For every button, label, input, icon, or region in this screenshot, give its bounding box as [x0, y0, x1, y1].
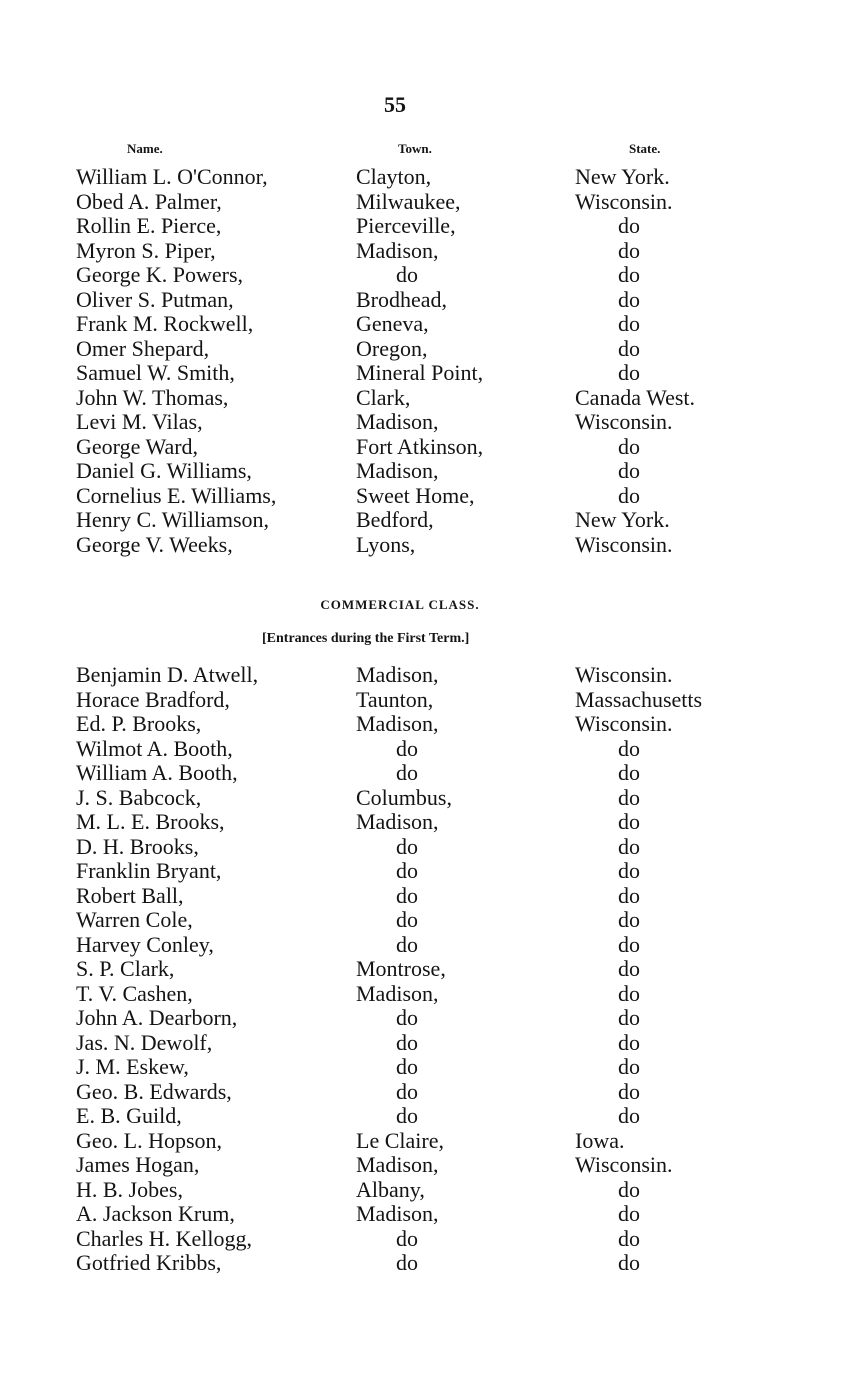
list-item — [0, 1251, 859, 1276]
student-town: do — [396, 858, 418, 883]
student-town: Madison, — [356, 237, 439, 263]
student-town: Sweet Home, — [356, 482, 475, 508]
list-item — [0, 1178, 859, 1203]
student-state: do — [618, 833, 640, 859]
list-item — [0, 1153, 859, 1178]
list-item — [0, 435, 859, 460]
student-town: Madison, — [356, 1152, 439, 1177]
student-state: do — [618, 311, 640, 336]
student-town: do — [396, 1103, 418, 1128]
student-town: do — [396, 262, 418, 287]
student-name: H. B. Jobes, — [76, 1176, 183, 1202]
list-item — [0, 484, 859, 509]
student-state: do — [618, 809, 640, 834]
student-town: Clayton, — [356, 164, 432, 189]
student-state: Wisconsin. — [575, 188, 673, 214]
list-item — [0, 1104, 859, 1129]
student-town: Madison, — [356, 980, 439, 1006]
student-state: do — [618, 907, 640, 932]
student-state: do — [618, 213, 640, 238]
student-state: Wisconsin. — [575, 1152, 673, 1177]
student-town: Geneva, — [356, 311, 429, 336]
student-name: M. L. E. Brooks, — [76, 809, 225, 834]
student-name: Omer Shepard, — [76, 335, 210, 361]
header-town: Town. — [398, 141, 432, 156]
list-item — [0, 410, 859, 435]
list-item — [0, 214, 859, 239]
student-state: do — [618, 335, 640, 361]
list-item — [0, 312, 859, 337]
list-item — [0, 933, 859, 958]
list-item — [0, 386, 859, 411]
student-name: Warren Cole, — [76, 907, 193, 932]
student-town: Le Claire, — [356, 1127, 444, 1153]
student-state: Wisconsin. — [575, 409, 673, 434]
list-item — [0, 165, 859, 190]
student-state: do — [618, 286, 640, 312]
student-state: do — [618, 1029, 640, 1055]
list-item — [0, 663, 859, 688]
student-name: Ed. P. Brooks, — [76, 711, 202, 736]
list-item — [0, 337, 859, 362]
student-town: do — [396, 1250, 418, 1275]
student-town: Montrose, — [356, 956, 446, 981]
student-name: William A. Booth, — [76, 760, 238, 785]
student-state: Iowa. — [575, 1127, 625, 1153]
student-state: Canada West. — [575, 384, 696, 410]
student-state: Wisconsin. — [575, 662, 673, 687]
student-list-regular — [0, 165, 859, 557]
list-item — [0, 688, 859, 713]
student-state: do — [618, 262, 640, 287]
student-state: do — [618, 360, 640, 385]
student-town: do — [396, 833, 418, 859]
student-name: Charles H. Kellogg, — [76, 1225, 252, 1251]
student-name: Cornelius E. Williams, — [76, 482, 277, 508]
student-state: New York. — [575, 507, 670, 532]
student-town: Oregon, — [356, 335, 428, 361]
list-item — [0, 1129, 859, 1154]
student-state: do — [618, 1103, 640, 1128]
student-name: George Ward, — [76, 433, 199, 459]
page-number: 55 — [384, 92, 406, 117]
student-name: Harvey Conley, — [76, 931, 214, 957]
student-name: Wilmot A. Booth, — [76, 735, 233, 761]
student-name: Gotfried Kribbs, — [76, 1250, 222, 1275]
list-item — [0, 810, 859, 835]
student-town: Clark, — [356, 384, 411, 410]
student-name: Oliver S. Putman, — [76, 286, 234, 312]
student-town: Pierceville, — [356, 213, 456, 238]
student-name: John A. Dearborn, — [76, 1005, 238, 1030]
student-town: do — [396, 1225, 418, 1251]
list-item — [0, 263, 859, 288]
student-state: do — [618, 760, 640, 785]
list-item — [0, 957, 859, 982]
student-town: Brodhead, — [356, 286, 448, 312]
student-town: do — [396, 760, 418, 785]
student-town: do — [396, 931, 418, 957]
student-town: Taunton, — [356, 686, 434, 712]
student-town: Madison, — [356, 409, 439, 434]
student-town: Madison, — [356, 711, 439, 736]
student-state: do — [618, 784, 640, 810]
student-state: do — [618, 458, 640, 483]
student-name: James Hogan, — [76, 1152, 200, 1177]
list-item — [0, 908, 859, 933]
student-town: Madison, — [356, 809, 439, 834]
column-headers — [0, 141, 859, 161]
student-town: do — [396, 1029, 418, 1055]
student-town: Lyons, — [356, 531, 416, 557]
student-name: Jas. N. Dewolf, — [76, 1029, 213, 1055]
student-town: Fort Atkinson, — [356, 433, 484, 459]
student-name: William L. O'Connor, — [76, 164, 268, 189]
student-state: do — [618, 1078, 640, 1104]
section-title: COMMERCIAL CLASS. — [320, 597, 480, 612]
student-state: do — [618, 482, 640, 508]
student-state: do — [618, 237, 640, 263]
student-name: E. B. Guild, — [76, 1103, 182, 1128]
list-item — [0, 1006, 859, 1031]
student-name: A. Jackson Krum, — [76, 1201, 235, 1226]
student-town: Madison, — [356, 1201, 439, 1226]
student-state: do — [618, 433, 640, 459]
student-name: S. P. Clark, — [76, 956, 175, 981]
student-state: do — [618, 980, 640, 1006]
list-item — [0, 361, 859, 386]
list-item — [0, 239, 859, 264]
list-item — [0, 288, 859, 313]
student-name: Samuel W. Smith, — [76, 360, 235, 385]
student-name: Daniel G. Williams, — [76, 458, 252, 483]
student-town: Columbus, — [356, 784, 452, 810]
student-name: J. S. Babcock, — [76, 784, 202, 810]
student-state: do — [618, 882, 640, 908]
list-item — [0, 533, 859, 558]
student-town: do — [396, 907, 418, 932]
student-state: do — [618, 735, 640, 761]
student-name: Geo. B. Edwards, — [76, 1078, 232, 1104]
list-item — [0, 1031, 859, 1056]
list-item — [0, 982, 859, 1007]
header-name: Name. — [127, 141, 163, 156]
student-name: T. V. Cashen, — [76, 980, 193, 1006]
list-item — [0, 1202, 859, 1227]
student-town: do — [396, 882, 418, 908]
student-state: do — [618, 956, 640, 981]
student-name: Henry C. Williamson, — [76, 507, 270, 532]
student-name: Robert Ball, — [76, 882, 184, 908]
student-town: Madison, — [356, 662, 439, 687]
student-town: do — [396, 1054, 418, 1079]
list-item — [0, 835, 859, 860]
student-name: Benjamin D. Atwell, — [76, 662, 259, 687]
header-state: State. — [629, 141, 661, 156]
student-name: Obed A. Palmer, — [76, 188, 222, 214]
list-item — [0, 712, 859, 737]
student-name: Myron S. Piper, — [76, 237, 216, 263]
student-state: do — [618, 1176, 640, 1202]
student-town: Madison, — [356, 458, 439, 483]
list-item — [0, 459, 859, 484]
student-name: George K. Powers, — [76, 262, 244, 287]
student-state: do — [618, 1201, 640, 1226]
student-state: do — [618, 1005, 640, 1030]
student-state: do — [618, 1250, 640, 1275]
student-state: Wisconsin. — [575, 531, 673, 557]
list-item — [0, 786, 859, 811]
student-name: George V. Weeks, — [76, 531, 233, 557]
student-name: Geo. L. Hopson, — [76, 1127, 223, 1153]
student-town: Albany, — [356, 1176, 425, 1202]
list-item — [0, 1080, 859, 1105]
list-item — [0, 737, 859, 762]
list-item — [0, 859, 859, 884]
student-state: do — [618, 1054, 640, 1079]
list-item — [0, 508, 859, 533]
student-town: do — [396, 735, 418, 761]
student-name: J. M. Eskew, — [76, 1054, 189, 1079]
list-item — [0, 190, 859, 215]
student-name: Levi M. Vilas, — [76, 409, 203, 434]
student-name: Horace Bradford, — [76, 686, 230, 712]
section-note: [Entrances during the First Term.] — [262, 631, 470, 646]
student-state: Wisconsin. — [575, 711, 673, 736]
student-name: D. H. Brooks, — [76, 833, 199, 859]
student-name: Rollin E. Pierce, — [76, 213, 222, 238]
list-item — [0, 761, 859, 786]
student-state: Massachusetts — [575, 686, 703, 712]
list-item — [0, 884, 859, 909]
student-list-commercial — [0, 663, 859, 1276]
list-item — [0, 1055, 859, 1080]
student-town: Milwaukee, — [356, 188, 461, 214]
student-town: do — [396, 1078, 418, 1104]
student-state: New York. — [575, 164, 670, 189]
student-state: do — [618, 931, 640, 957]
student-state: do — [618, 858, 640, 883]
student-name: Franklin Bryant, — [76, 858, 222, 883]
student-town: Bedford, — [356, 507, 434, 532]
student-name: Frank M. Rockwell, — [76, 311, 254, 336]
student-state: do — [618, 1225, 640, 1251]
list-item — [0, 1227, 859, 1252]
student-town: do — [396, 1005, 418, 1030]
student-name: John W. Thomas, — [76, 384, 229, 410]
student-town: Mineral Point, — [356, 360, 484, 385]
